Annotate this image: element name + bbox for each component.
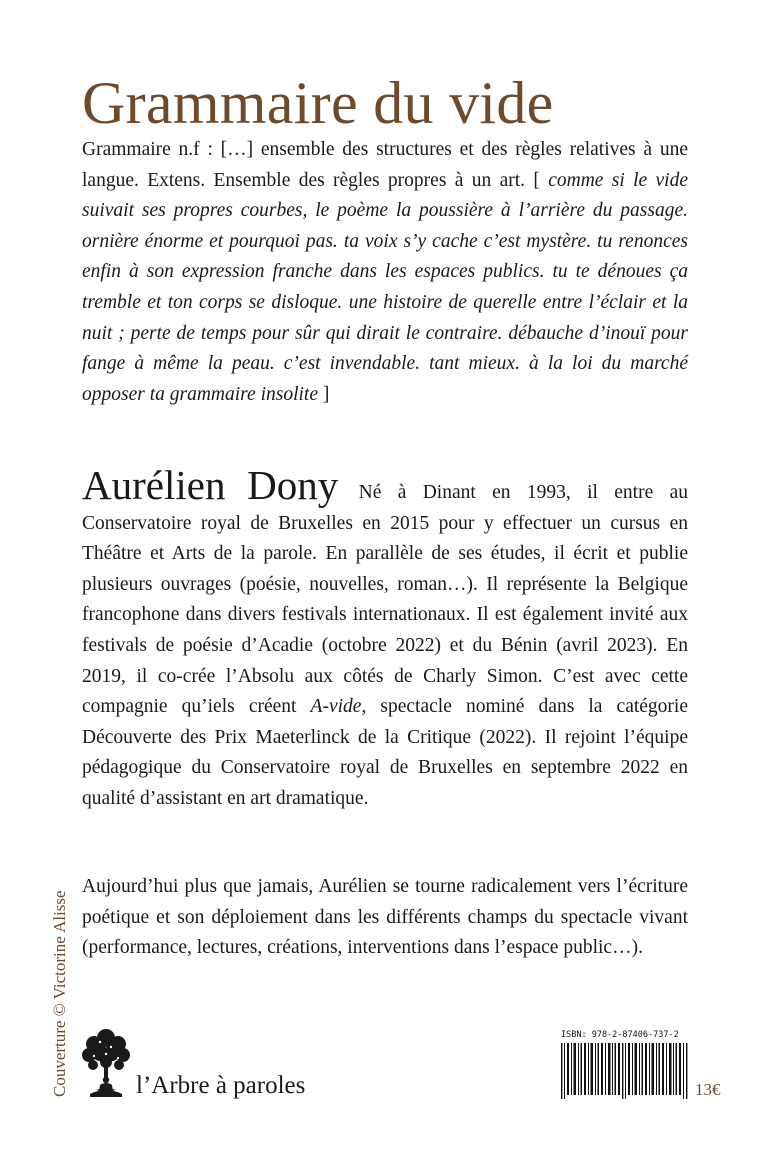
barcode-icon	[561, 1043, 689, 1099]
poem-excerpt: comme si le vide suivait ses propres courbes, le poème la poussière à l’arrière du passage. ornière énorme et pourquoi pas. ta voix s’y cache c’est mystère. tu renonces enfin à son expression franche dans les espaces publics. tu te dénoues ça tremble et ton corps se disloque. une histoire de querelle entre l’éclair et la nuit ; perte de temps pour sûr qui dirait le contraire. débauche d’inouï pour fange à même la peau. c’est invendable. tant mieux. à la loi du marché opposer ta grammaire insolite	[82, 169, 689, 405]
author-bio	[82, 462, 688, 815]
bio-text-2: , spectacle nominé dans la catégorie Découverte des Prix Maeterlinck de la Critique (2022). Il rejoint l’équipe pédagogique du Conservatoire royal de Bruxelles en septembre 2022 en qualité d’assistant en art dramatique.	[82, 696, 688, 809]
definition-text: Grammaire n.f : […] ensemble des structures et des règles relatives à une langue. Extens. Ensemble des règles propres à un art.	[82, 139, 688, 191]
barcode-block	[561, 1030, 691, 1100]
bio-paragraph-2: Aujourd’hui plus que jamais, Aurélien se tourne radicalement vers l’écriture poétique et son déploiement dans les différents champs du spectacle vivant (performance, lectures, créations, interventions dans l’espace public…).	[82, 876, 688, 959]
show-title: A-vide	[310, 696, 362, 718]
author-name: Aurélien Dony	[82, 462, 339, 508]
price: 13€	[695, 1080, 721, 1099]
bracket-close: ]	[317, 383, 330, 405]
bracket-open: [	[533, 169, 540, 191]
book-title: Grammaire du vide	[82, 70, 554, 136]
publisher-block	[80, 1024, 340, 1104]
isbn-text: ISBN: 978-2-87406-737-2	[561, 1030, 679, 1040]
publisher-name: l’Arbre à paroles	[136, 1072, 306, 1099]
tree-reader-icon	[80, 1024, 132, 1102]
cover-credit: Couverture © Victorine Alisse	[50, 890, 69, 1097]
definition-block	[82, 135, 688, 410]
bio-text-1: Né à Dinant en 1993, il entre au Conservatoire royal de Bruxelles en 2015 pour y effectuer un cursus en Théâtre et Arts de la parole. En parallèle de ses études, il écrit et publie plusieurs ouvrages (poésie, nouvelles, roman…). Il représente la Belgique francophone dans divers festivals internationaux. Il est également invité aux festivals de poésie d’Acadie (octobre 2022) et du Bénin (avril 2023). En 2019, il co-crée l’Absolu aux côtés de Charly Simon. C’est avec cette compagnie qu’iels créent	[82, 482, 688, 718]
